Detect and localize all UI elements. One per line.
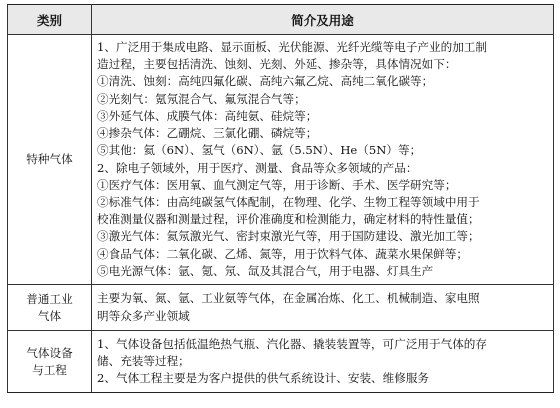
desc-line: ①清洗、蚀刻：高纯四氟化碳、高纯六氟乙烷、高纯二氧化碳等； — [97, 74, 434, 89]
desc-line: 1、广泛用于集成电路、显示面板、光伏能源、光纤光缆等电子产业的加工制 — [97, 40, 487, 55]
desc-line: ⑤其他：氦（6N）、氢气（6N）、氩（5.5N）、He（5N）等； — [97, 143, 422, 158]
desc-line: 2、气体工程主要是为客户提供的供气系统设计、安装、维修服务 — [97, 371, 430, 386]
desc-line: 主要为氧、氮、氩、工业氨等气体，在金属冶炼、化工、机械制造、家电照 — [97, 291, 480, 306]
table-header-row — [8, 5, 554, 35]
category-line: 气体设备 — [26, 345, 73, 360]
desc-line: ②标准气体：由高纯碳氢气体配制，在物理、化学、生物工程等领域中用于 — [97, 194, 480, 209]
product-table-container — [7, 4, 553, 393]
desc-line: ②光刻气：氪氖混合气、氟氖混合气等； — [97, 91, 306, 106]
desc-line: ⑤电光源气体：氩、氪、氖、氙及其混合气，用于电器、灯具生产 — [97, 263, 434, 278]
desc-line: ④掺杂气体：乙硼烷、三氯化硼、磷烷等； — [97, 126, 318, 141]
header-description: 简介及用途 — [92, 5, 554, 35]
desc-line: ③外延气体、成膜气体：高纯氨、硅烷等； — [97, 108, 318, 123]
desc-line: 明等众多产业领域 — [97, 308, 190, 323]
description-industrial-gases — [92, 285, 554, 331]
description-equipment-engineering — [92, 331, 554, 393]
category-equipment-engineering — [8, 331, 92, 393]
desc-line: ③激光气体：氦氖激光气、密封束激光气等，用于国防建设、激光加工等； — [97, 229, 480, 244]
desc-line: ①医疗气体：医用氧、血气测定气等，用于诊断、手术、医学研究等； — [97, 177, 457, 192]
desc-line: ④食品气体：二氧化碳、乙烯、氮等，用于饮料气体、蔬菜水果保鲜等； — [97, 246, 469, 261]
category-industrial-gases — [8, 285, 92, 331]
product-table — [7, 4, 554, 393]
description-special-gases — [92, 35, 554, 285]
category-line: 普通工业 — [26, 291, 73, 306]
table-row-special-gases — [8, 35, 554, 285]
table-row-equipment-engineering — [8, 331, 554, 393]
desc-line: 2、除电子领域外，用于医疗、测量、食品等众多领域的产品： — [97, 160, 418, 175]
desc-line: 储、充装等过程； — [97, 353, 190, 368]
desc-line: 校准测量仪器和测量过程，评价准确度和检测能力，确定材料的特性量值； — [97, 212, 480, 227]
desc-line: 造过程，主要包括清洗、蚀刻、光刻、外延、掺杂等，具体情况如下： — [97, 57, 457, 72]
category-line: 气体 — [37, 308, 62, 323]
category-line: 与工程 — [32, 362, 67, 377]
header-category: 类别 — [8, 5, 92, 35]
desc-line: 1、气体设备包括低温绝热气瓶、汽化器、撬装装置等，可广泛用于气体的存 — [97, 336, 487, 351]
table-row-industrial-gases — [8, 285, 554, 331]
category-special-gases: 特种气体 — [8, 35, 92, 285]
